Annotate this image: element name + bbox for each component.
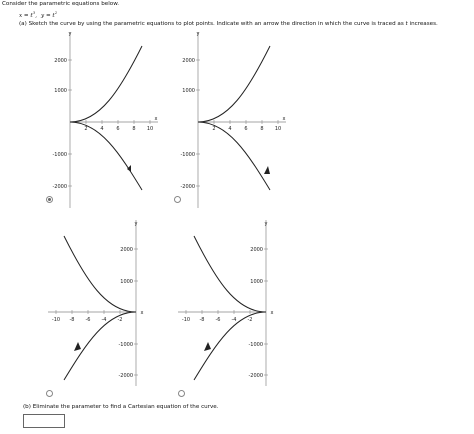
y-tick-label: -2000 [118,373,133,379]
direction-arrow [74,342,81,351]
part-a-prompt [19,21,438,27]
equation-x-text: x = t [19,12,33,19]
y-tick-label: 2000 [54,58,67,64]
graph-option-1-svg [30,30,170,210]
y-axis-label: y [134,221,138,227]
x-tick-label: 6 [116,126,120,132]
graph-option-2-svg [158,30,298,210]
y-axis-label: y [196,31,200,37]
x-tick-label: -8 [199,317,205,323]
x-tick-label: 2 [84,126,88,132]
direction-arrow [127,165,131,172]
x-tick-label: 4 [100,126,104,132]
graph-option-1[interactable] [30,30,170,214]
x-tick-label: -8 [69,317,75,323]
direction-arrow [264,166,270,174]
y-tick-label: 1000 [182,88,195,94]
x-tick-label: 8 [132,126,136,132]
radio-option-4[interactable] [178,390,185,397]
graph-option-3-svg [36,218,176,388]
graph-option-3[interactable] [36,218,176,392]
x-tick-label: 10 [274,126,282,132]
x-tick-label: -6 [215,317,221,323]
y-tick-label: -2000 [248,373,263,379]
x-axis-label: x [270,310,274,316]
x-tick-label: 4 [228,126,232,132]
y-tick-label: -2000 [180,184,195,190]
y-tick-label: -1000 [180,152,195,158]
graph-option-4[interactable] [166,218,306,392]
equation-y-text: y = t [41,12,55,19]
y-tick-label: 2000 [120,247,133,253]
equation-y-exponent: 2 [54,10,58,15]
x-tick-label: -10 [51,317,61,323]
x-tick-label: -4 [231,317,237,323]
x-tick-label: -2 [247,317,253,323]
x-tick-label: -2 [117,317,123,323]
equation-x-exponent: 3 [32,10,36,15]
intro-text: Consider the parametric equations below. [2,1,120,7]
x-axis-label: x [154,116,158,122]
x-tick-label: -4 [101,317,107,323]
part-b-prompt: (b) Eliminate the parameter to find a Cartesian equation of the curve. [23,404,219,410]
y-tick-label: 1000 [54,88,67,94]
y-tick-label: -1000 [248,342,263,348]
y-axis-label: y [68,31,72,37]
x-axis-label: x [140,310,144,316]
y-tick-label: -2000 [52,184,67,190]
graph-option-4-svg [166,218,306,388]
x-tick-label: 2 [212,126,216,132]
x-tick-label: -6 [85,317,91,323]
part-a-end: increases. [409,21,438,27]
x-tick-label: 6 [244,126,248,132]
radio-option-3[interactable] [46,390,53,397]
equation-y [41,10,57,19]
y-tick-label: 1000 [120,279,133,285]
y-axis-label: y [264,221,268,227]
x-tick-label: 8 [260,126,264,132]
part-a-text: (a) Sketch the curve by using the parametric equations to plot points. Indicate with an arrow the direction in which the curve is traced as [19,21,404,27]
radio-option-2[interactable] [174,196,181,203]
x-tick-label: -10 [181,317,191,323]
y-tick-label: 1000 [250,279,263,285]
y-tick-label: 2000 [182,58,195,64]
part-a-variable: t [405,21,408,27]
x-axis-label: x [282,116,286,122]
graph-option-2[interactable] [158,30,298,214]
equation-x: $x = t^3$, [19,10,37,19]
radio-option-1[interactable] [46,196,53,203]
x-tick-label: 10 [146,126,154,132]
cartesian-equation-input[interactable] [23,414,65,428]
y-tick-label: -1000 [52,152,67,158]
y-tick-label: -1000 [118,342,133,348]
y-tick-label: 2000 [250,247,263,253]
direction-arrow [204,342,211,351]
